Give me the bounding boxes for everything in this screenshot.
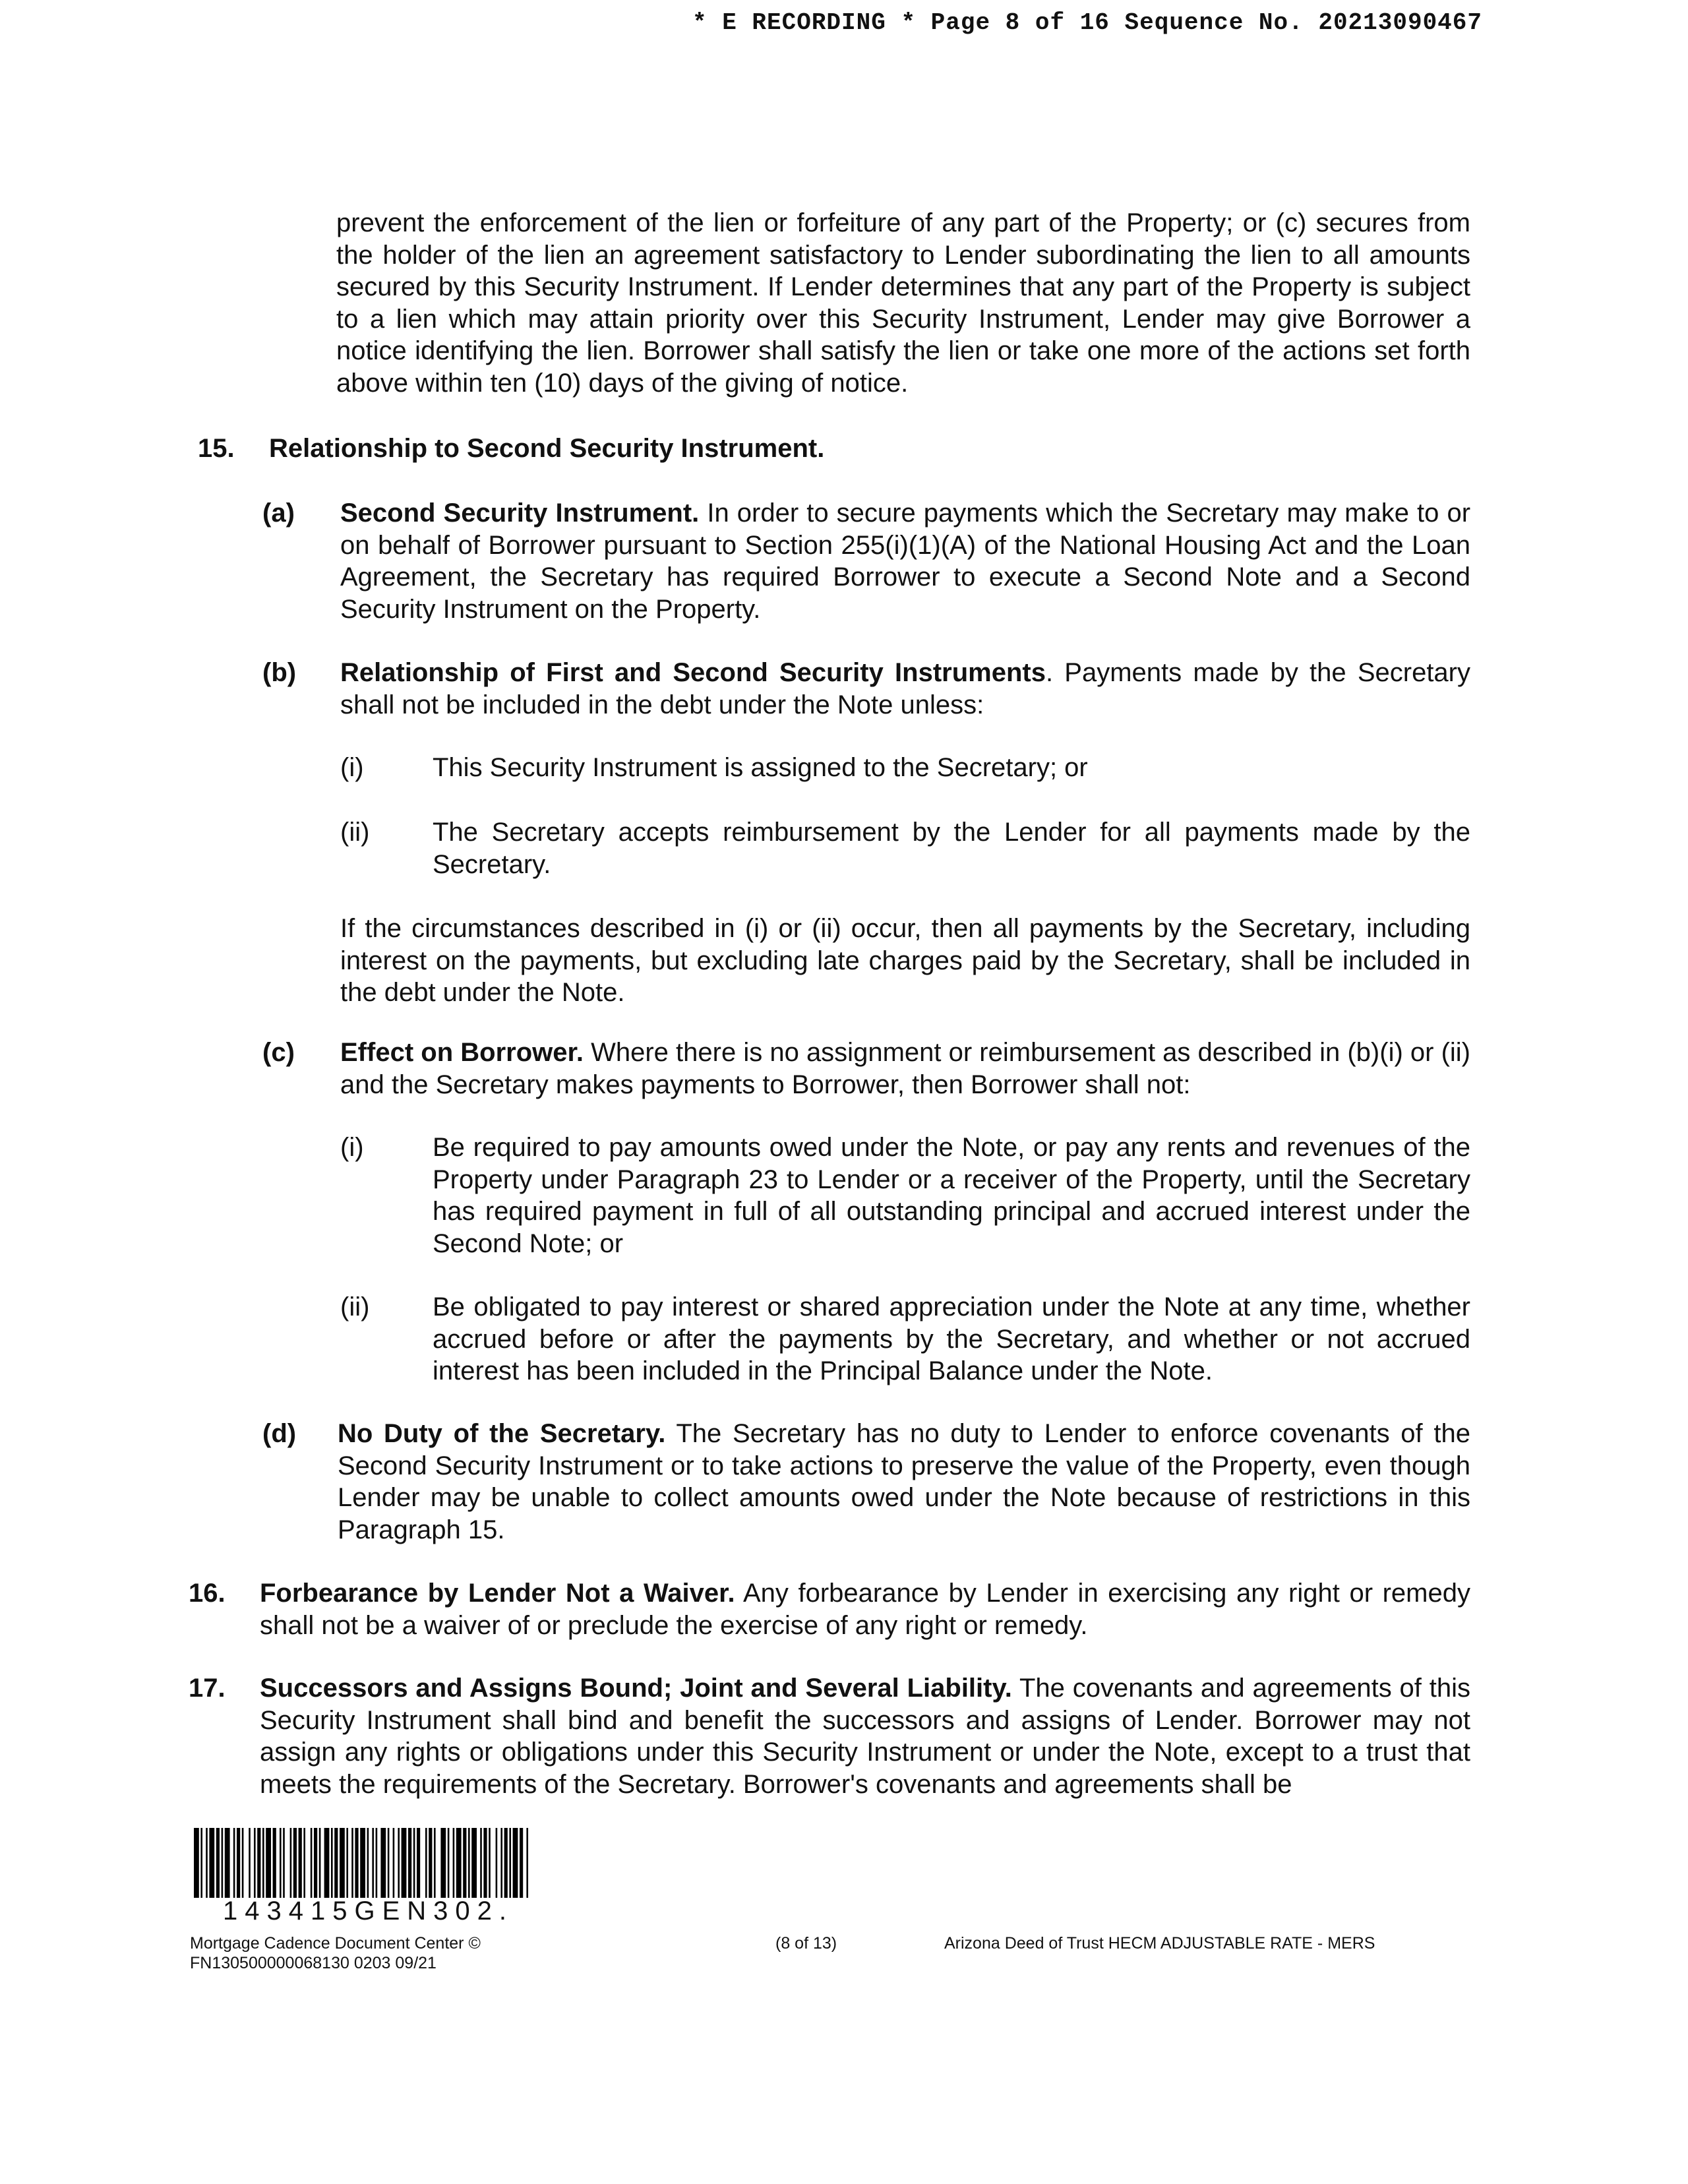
subsection-label: (d) — [262, 1419, 297, 1448]
barcode-bar — [526, 1828, 528, 1898]
barcode-bar — [504, 1828, 508, 1898]
section-number: 15. — [198, 434, 235, 463]
subsection-body: . Payments made by the Secretary shall not be included in the debt under the Note unless: — [340, 658, 1470, 719]
barcode-bar — [280, 1828, 282, 1898]
barcode-bar — [448, 1828, 450, 1898]
barcode-bar — [257, 1828, 260, 1898]
barcode-bar — [471, 1828, 477, 1898]
barcode-bar — [513, 1828, 518, 1898]
barcode-bar — [434, 1828, 436, 1898]
barcode-bar — [293, 1828, 297, 1898]
barcode-bar — [222, 1828, 224, 1898]
barcode-bar — [483, 1828, 487, 1898]
section-title: Relationship to Second Security Instrument. — [269, 434, 825, 463]
barcode-bar — [346, 1828, 348, 1898]
barcode-bar — [311, 1828, 313, 1898]
recording-stamp: * E RECORDING * Page 8 of 16 Sequence No. 20213090467 — [692, 9, 1482, 36]
barcode-bar — [237, 1828, 240, 1898]
subsection-15a — [262, 497, 1470, 629]
barcode-bar — [216, 1828, 220, 1898]
barcode-bar — [417, 1828, 420, 1898]
subsection-label: (c) — [262, 1038, 295, 1067]
barcode-image — [194, 1828, 529, 1898]
form-title: Arizona Deed of Trust HECM ADJUSTABLE RATE - MERS — [944, 1934, 1375, 1953]
barcode-bar — [331, 1828, 333, 1898]
barcode-bar — [254, 1828, 256, 1898]
barcode-bar — [319, 1828, 321, 1898]
item-label: (i) — [340, 1133, 364, 1162]
barcode-bar — [468, 1828, 470, 1898]
section-title: Forbearance by Lender Not a Waiver. — [260, 1579, 735, 1608]
item-text: Be required to pay amounts owed under the Note, or pay any rents and revenues of the Property under Paragraph 23 to Lender or a receiver of the Property, until the Secretary has required payment in full of all outstanding principal and accrued interest under the Second Note; or — [433, 1133, 1470, 1258]
barcode-bar — [393, 1828, 395, 1898]
form-code: FN130500000068130 0203 09/21 — [190, 1954, 437, 1972]
barcode-bar — [225, 1828, 230, 1898]
subsection-title: Effect on Borrower. — [340, 1038, 584, 1067]
subsection-text — [340, 497, 1470, 625]
barcode-bar — [200, 1828, 202, 1898]
barcode-bar — [233, 1828, 235, 1898]
barcode-bar — [489, 1828, 491, 1898]
barcode-bar — [376, 1828, 378, 1898]
item-15b-ii — [340, 816, 1470, 889]
barcode-bar — [413, 1828, 415, 1898]
barcode-bar — [398, 1828, 400, 1898]
section-text — [260, 1577, 1470, 1641]
subsection-label: (b) — [262, 658, 297, 687]
intro-paragraph: prevent the enforcement of the lien or forfeiture of any part of the Property; or (c) secures from the holder of the lien an agreement satisfactory to Lender subordinating the lien to all amounts secured by this Security Instrument. If Lender determines that any part of the Property is subject to a lien which may attain priority over this Security Instrument, Lender may give Borrower a notice identifying the lien. Borrower shall satisfy the lien or take one more of the actions set forth above within ten (10) days of the giving of notice. — [336, 208, 1470, 398]
section-body: The covenants and agreements of this Security Instrument shall bind and benefit the successors and assigns of Lender. Borrower may not assign any rights or obligations under this Security Instrument or under the Note, except to a trust that meets the requirements of the Secretary. Borrower's covenants and agreements shall be — [260, 1674, 1470, 1799]
barcode-bar — [402, 1828, 407, 1898]
barcode-bar — [367, 1828, 369, 1898]
subsection-15d — [262, 1418, 1470, 1550]
subsection-body: In order to secure payments which the Secretary may make to or on behalf of Borrower pursuant to Section 255(i)(1)(A) of the National Housing Act and the Loan Agreement, the Secretary has required Borrower to execute a Second Note and a Second Security Instrument on the Property. — [340, 499, 1471, 624]
subsection-title: Relationship of First and Second Security Instruments — [340, 658, 1046, 687]
section-number: 17. — [189, 1674, 226, 1703]
page-indicator: (8 of 13) — [775, 1934, 837, 1953]
subsection-body: Where there is no assignment or reimbursement as described in (b)(i) or (ii) and the Secretary makes payments to Borrower, then Borrower shall not: — [340, 1038, 1470, 1099]
subsection-title: Second Security Instrument. — [340, 499, 700, 528]
barcode-bar — [380, 1828, 386, 1898]
barcode-bar — [496, 1828, 498, 1898]
item-text: The Secretary accepts reimbursement by the Lender for all payments made by the Secretary. — [433, 818, 1470, 879]
barcode-bar — [242, 1828, 244, 1898]
section-title: Successors and Assigns Bound; Joint and Several Liability. — [260, 1674, 1012, 1703]
subsection-text — [340, 657, 1470, 721]
barcode-bar — [520, 1828, 523, 1898]
item-15c-ii — [340, 1291, 1470, 1390]
barcode-bar — [194, 1828, 199, 1898]
barcode-bar — [209, 1828, 214, 1898]
section-number: 16. — [189, 1579, 226, 1608]
barcode-bar — [453, 1828, 455, 1898]
subsection-body: The Secretary has no duty to Lender to enforce covenants of the Second Security Instrument or to take actions to preserve the value of the Property, even though Lender may be unable to collect amounts owed under the Note because of restrictions in this Paragraph 15. — [338, 1419, 1470, 1544]
barcode-bar — [388, 1828, 390, 1898]
section-15 — [198, 433, 1470, 472]
item-text: This Security Instrument is assigned to the Secretary; or — [433, 753, 1088, 782]
barcode-bar — [249, 1828, 251, 1898]
item-label: (ii) — [340, 1292, 370, 1321]
section-text — [260, 1672, 1470, 1800]
barcode-bar — [290, 1828, 292, 1898]
barcode-bar — [303, 1828, 305, 1898]
barcode-bar — [360, 1828, 365, 1898]
subsection-text — [340, 1037, 1470, 1101]
barcode-bar — [509, 1828, 511, 1898]
barcode-bar — [355, 1828, 358, 1898]
item-15c-i — [340, 1132, 1470, 1263]
barcode-bar — [340, 1828, 345, 1898]
barcode-bar — [463, 1828, 466, 1898]
item-label: (ii) — [340, 818, 370, 847]
barcode-bar — [408, 1828, 411, 1898]
barcode-bar — [314, 1828, 317, 1898]
subsection-15b-followup: If the circumstances described in (i) or (ii) occur, then all payments by the Secretary, including interest on the payments, but excluding late charges paid by the Secretary, shall be included in the debt under the Note. — [340, 914, 1470, 1007]
barcode-bar — [262, 1828, 264, 1898]
barcode-bar — [429, 1828, 432, 1898]
barcode-bar — [206, 1828, 208, 1898]
subsection-text — [338, 1418, 1470, 1546]
barcode-bar — [425, 1828, 427, 1898]
barcode-bar — [334, 1828, 338, 1898]
item-text: Be obligated to pay interest or shared appreciation under the Note at any time, whether accrued before or after the payments by the Secretary, and whether or not accrued interest has been included in the Principal Balance under the Note. — [433, 1292, 1470, 1385]
subsection-title: No Duty of the Secretary. — [338, 1419, 666, 1448]
barcode-bar — [456, 1828, 462, 1898]
subsection-15b — [262, 657, 1470, 729]
document-center-label: Mortgage Cadence Document Center © — [190, 1934, 481, 1953]
barcode-number: 143415GEN302. — [223, 1896, 514, 1926]
item-15b-i — [340, 752, 1470, 791]
barcode-bar — [372, 1828, 374, 1898]
barcode-bar — [324, 1828, 330, 1898]
barcode-bar — [440, 1828, 446, 1898]
barcode-bar — [351, 1828, 353, 1898]
barcode-bar — [266, 1828, 271, 1898]
barcode-bar — [480, 1828, 482, 1898]
subsection-15c — [262, 1037, 1470, 1109]
barcode-bar — [283, 1828, 285, 1898]
item-label: (i) — [340, 753, 364, 782]
barcode-bar — [299, 1828, 302, 1898]
barcode-bar — [273, 1828, 276, 1898]
section-body: Any forbearance by Lender in exercising any right or remedy shall not be a waiver of or preclude the exercise of any right or remedy. — [260, 1579, 1470, 1640]
barcode-bar — [500, 1828, 502, 1898]
subsection-label: (a) — [262, 499, 295, 528]
section-17 — [189, 1672, 1470, 1804]
page-footer — [190, 1828, 1509, 1973]
section-16 — [189, 1577, 1470, 1650]
